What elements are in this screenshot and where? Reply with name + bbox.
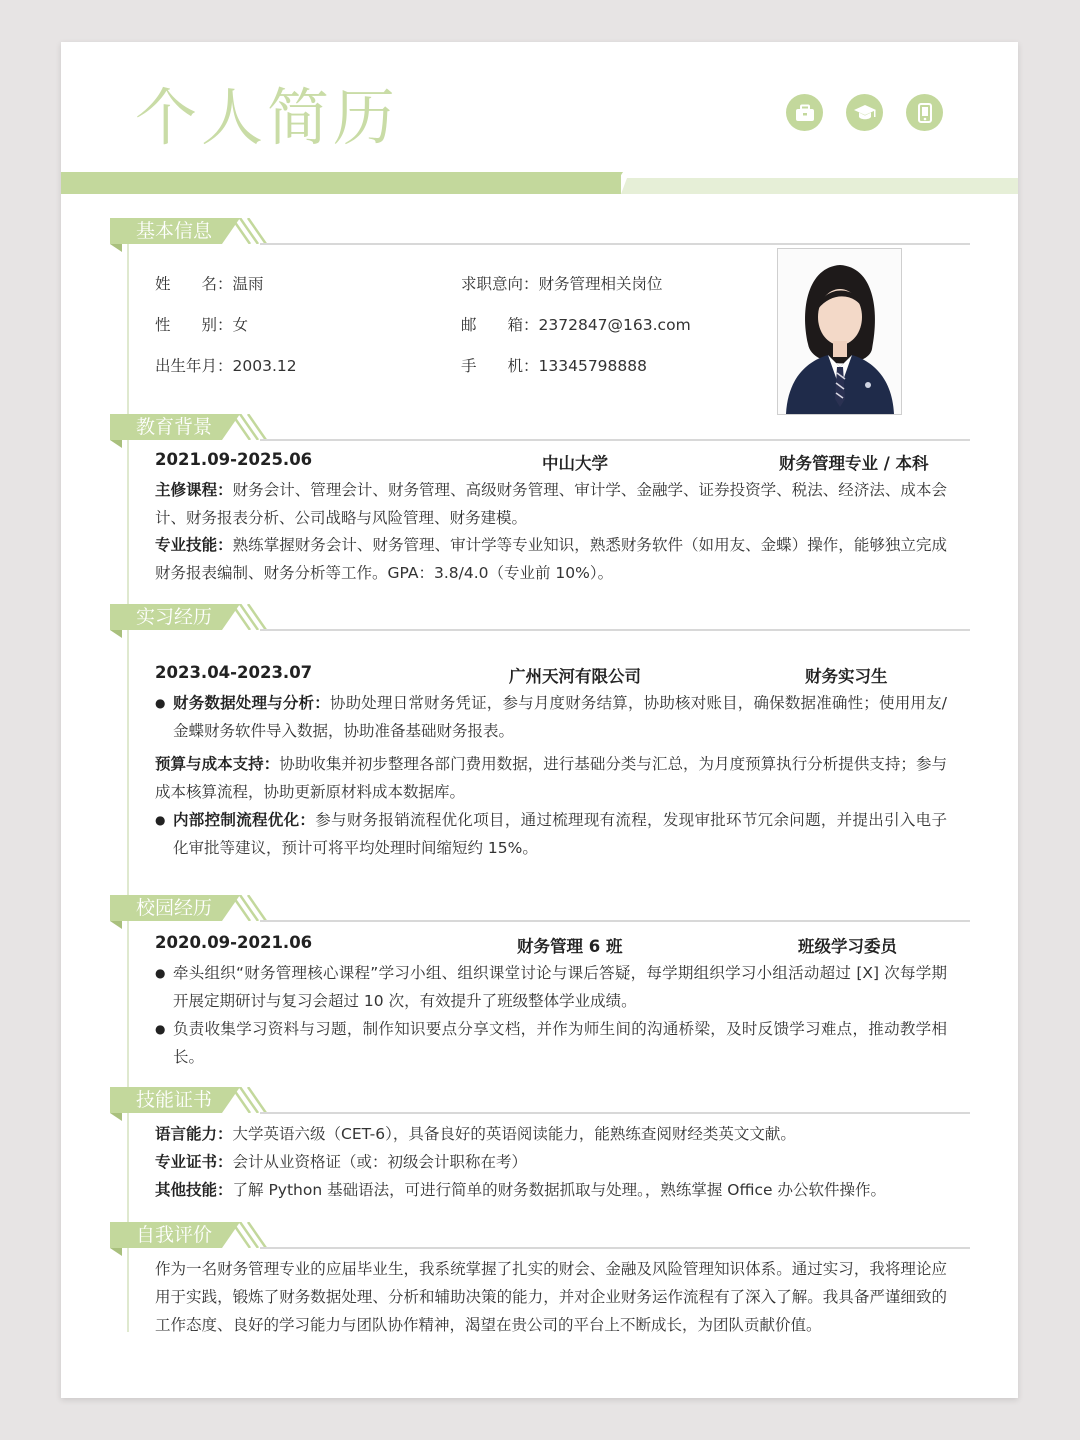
phone-value: 13345798888 <box>538 357 647 375</box>
section-internship <box>110 604 970 630</box>
intent-value: 财务管理相关岗位 <box>538 275 663 293</box>
section-self-evaluation <box>110 1222 970 1248</box>
certificates: 专业证书：会计从业资格证（或：初级会计职称在考） <box>155 1153 528 1171</box>
stripes-decoration <box>228 218 268 244</box>
section-education <box>110 414 970 440</box>
internship-period: 2023.04-2023.07 <box>155 663 313 682</box>
section-title: 教育背景 <box>110 414 222 440</box>
skills-paragraph: 专业技能：熟练掌握财务会计、财务管理、审计学等专业知识，熟悉财务软件（如用友、金蝶）操作，能够独立完成财务报表编制、财务分析等工作。GPA：3.8/4.0（专业前 10%）。 <box>155 536 947 582</box>
profile-photo <box>777 248 902 415</box>
education-period: 2021.09-2025.06 <box>155 450 313 469</box>
phone-row: 手 机：13345798888 <box>461 357 647 375</box>
campus-row <box>155 933 945 959</box>
birth-row: 出生年月：2003.12 <box>155 357 297 375</box>
internship-item: 预算与成本支持：协助收集并初步整理各部门费用数据，进行基础分类与汇总，为月度预算执行分析提供支持；参与成本核算流程，协助更新原材料成本数据库。 <box>155 755 947 801</box>
resume-page <box>61 42 1018 1398</box>
briefcase-icon <box>786 94 823 131</box>
page-title: 个人简历 <box>135 81 400 154</box>
section-title: 校园经历 <box>110 895 222 921</box>
campus-role: 班级学习委员 <box>798 937 897 956</box>
email-value: 2372847@163.com <box>538 316 691 334</box>
self-evaluation-text: 作为一名财务管理专业的应届毕业生，我系统掌握了扎实的财会、金融及风险管理知识体系。通过实习，我将理论应用于实践，锻炼了财务数据处理、分析和辅助决策的能力，并对企业财务运作流程有了深入了解。我具备严谨细致的工作态度、良好的学习能力与团队协作精神，渴望在贵公司的平台上不断成长，为团队贡献价值。 <box>155 1260 947 1334</box>
header-icons <box>786 94 943 131</box>
section-title: 基本信息 <box>110 218 222 244</box>
section-title: 自我评价 <box>110 1222 222 1248</box>
internship-item: ● 财务数据处理与分析：协助处理日常财务凭证，参与月度财务结算，协助核对账目，确保数据准确性；使用用友/金蝶财务软件导入数据，协助准备基础财务报表。 <box>155 689 947 745</box>
education-row <box>155 450 945 476</box>
name-value: 温雨 <box>232 275 264 293</box>
stripes-decoration <box>228 895 268 921</box>
section-title: 技能证书 <box>110 1087 222 1113</box>
stripes-decoration <box>228 414 268 440</box>
graduation-cap-icon <box>846 94 883 131</box>
internship-item: ● 内部控制流程优化：参与财务报销流程优化项目，通过梳理现有流程，发现审批环节冗余问题，并提出引入电子化审批等建议，预计可将平均处理时间缩短约 15%。 <box>155 806 947 862</box>
timeline-line <box>127 232 129 1332</box>
phone-icon <box>906 94 943 131</box>
section-basic-info <box>110 218 970 244</box>
stripes-decoration <box>228 604 268 630</box>
section-skills <box>110 1087 970 1113</box>
company-name: 广州天河有限公司 <box>509 667 641 686</box>
name-row: 姓 名：温雨 <box>155 275 264 293</box>
school-name: 中山大学 <box>542 454 608 473</box>
campus-org: 财务管理 6 班 <box>517 937 623 956</box>
internship-row <box>155 663 945 689</box>
header-band-light <box>627 178 1018 194</box>
intent-row: 求职意向：财务管理相关岗位 <box>461 275 663 293</box>
campus-item: ● 负责收集学习资料与习题，制作知识要点分享文档，并作为师生间的沟通桥梁，及时反馈学习难点，推动教学相长。 <box>155 1015 947 1071</box>
section-campus <box>110 895 970 921</box>
email-row: 邮 箱：2372847@163.com <box>461 316 691 334</box>
language-skill: 语言能力：大学英语六级（CET-6），具备良好的英语阅读能力，能熟练查阅财经类英文文献。 <box>155 1125 796 1143</box>
gender-value: 女 <box>232 316 249 334</box>
campus-item: ● 牵头组织“财务管理核心课程”学习小组、组织课堂讨论与课后答疑，每学期组织学习小组活动超过 [X] 次每学期开展定期研讨与复习会超过 10 次，有效提升了班级整体学业成绩。 <box>155 959 947 1015</box>
birth-value: 2003.12 <box>232 357 297 375</box>
stripes-decoration <box>228 1087 268 1113</box>
section-title: 实习经历 <box>110 604 222 630</box>
header-band <box>61 172 621 194</box>
internship-role: 财务实习生 <box>805 667 888 686</box>
stripes-decoration <box>228 1222 268 1248</box>
campus-period: 2020.09-2021.06 <box>155 933 313 952</box>
major: 财务管理专业 / 本科 <box>779 454 929 473</box>
courses-paragraph: 主修课程：财务会计、管理会计、财务管理、高级财务管理、审计学、金融学、证券投资学、税法、经济法、成本会计、财务报表分析、公司战略与风险管理、财务建模。 <box>155 481 947 527</box>
gender-row: 性 别：女 <box>155 316 249 334</box>
other-skills: 其他技能：了解 Python 基础语法，可进行简单的财务数据抓取与处理。，熟练掌握 Office 办公软件操作。 <box>155 1181 886 1199</box>
